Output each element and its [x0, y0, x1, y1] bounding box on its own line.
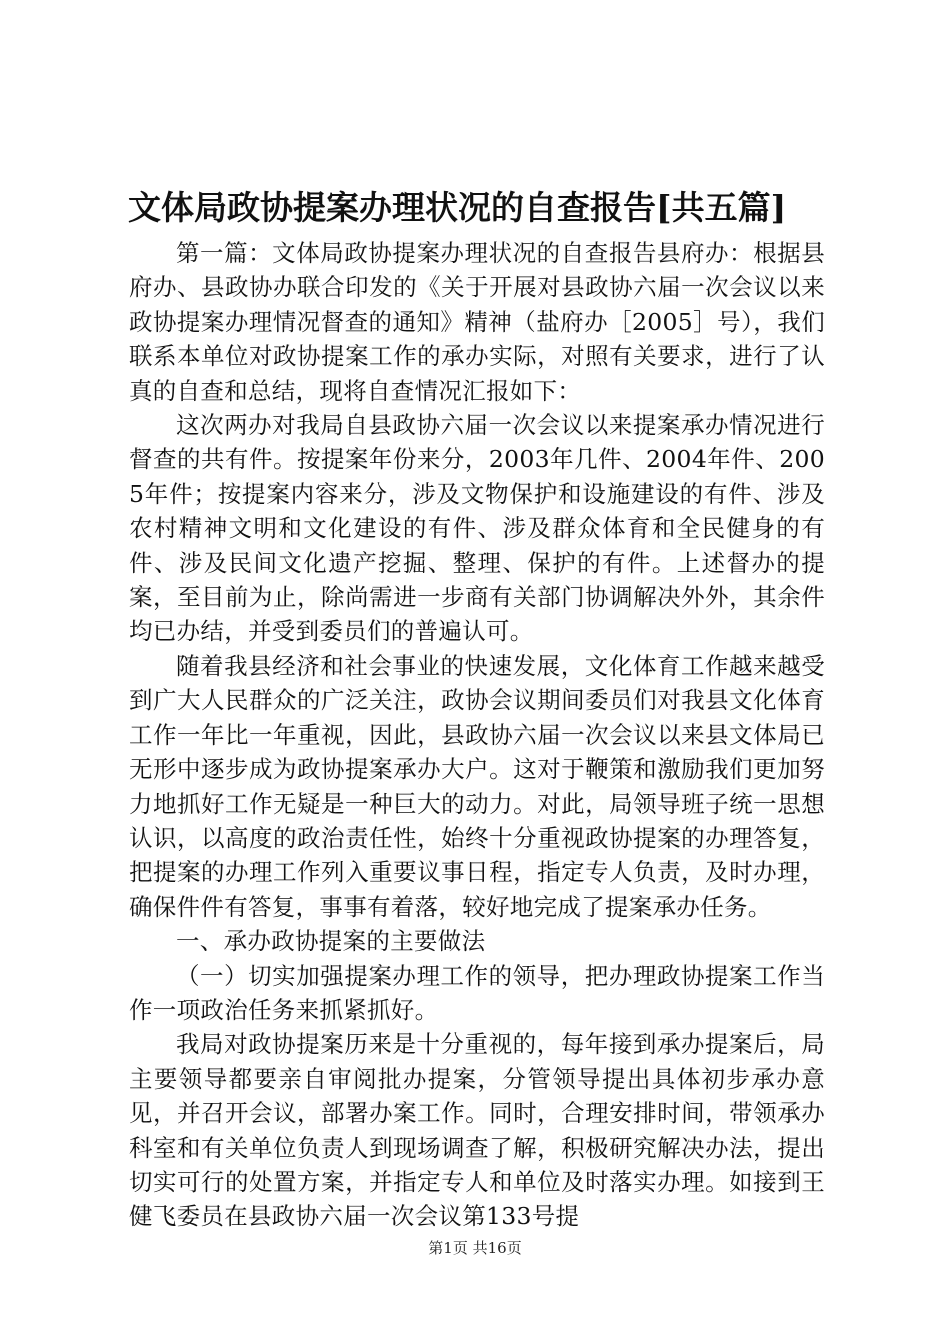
document-body — [129, 236, 825, 1234]
page-total: 共16页 — [472, 1239, 522, 1257]
document-title: 文体局政协提案办理状况的自查报告[共五篇] — [128, 188, 787, 227]
page-number: 第1页 — [428, 1239, 468, 1257]
paragraph-1: 第一篇：文体局政协提案办理状况的自查报告县府办：根据县府办、县政协办联合印发的《关于开展对县政协六届一次会议以来政协提案办理情况督查的通知》精神（盐府办［2005］号），我们联系本单位对政协提案工作的承办实际，对照有关要求，进行了认真的自查和总结，现将自查情况汇报如下： — [129, 239, 825, 405]
page-footer — [0, 1238, 950, 1258]
paragraph-3: 随着我县经济和社会事业的快速发展，文化体育工作越来越受到广大人民群众的广泛关注，政协会议期间委员们对我县文化体育工作一年比一年重视，因此，县政协六届一次会议以来县文体局已无形中逐步成为政协提案承办大户。这对于鞭策和激励我们更加努力地抓好工作无疑是一种巨大的动力。对此，局领导班子统一思想认识，以高度的政治责任性，始终十分重视政协提案的办理答复，把提案的办理工作列入重要议事日程，指定专人负责，及时办理，确保件件有答复，事事有着落，较好地完成了提案承办任务。 — [129, 651, 825, 921]
subsection-heading: （一）切实加强提案办理工作的领导，把办理政协提案工作当作一项政治任务来抓紧抓好。 — [129, 961, 825, 1024]
paragraph-4: 我局对政协提案历来是十分重视的，每年接到承办提案后，局主要领导都要亲自审阅批办提案，分管领导提出具体初步承办意见，并召开会议，部署办案工作。同时，合理安排时间，带领承办科室和有关单位负责人到现场调查了解，积极研究解决办法，提出切实可行的处置方案，并指定专人和单位及时落实办理。如接到王健飞委员在县政协六届一次会议第133号提 — [129, 1030, 825, 1231]
paragraph-2: 这次两办对我局自县政协六届一次会议以来提案承办情况进行督查的共有件。按提案年份来分，2003年几件、2004年件、2005年件；按提案内容来分，涉及文物保护和设施建设的有件、涉及农村精神文明和文化建设的有件、涉及群众体育和全民健身的有件、涉及民间文化遗产挖掘、整理、保护的有件。上述督办的提案，至目前为止，除尚需进一步商有关部门协调解决外外，其余件均已办结，并受到委员们的普遍认可。 — [129, 411, 825, 646]
section-heading: 一、承办政协提案的主要做法 — [176, 927, 486, 956]
